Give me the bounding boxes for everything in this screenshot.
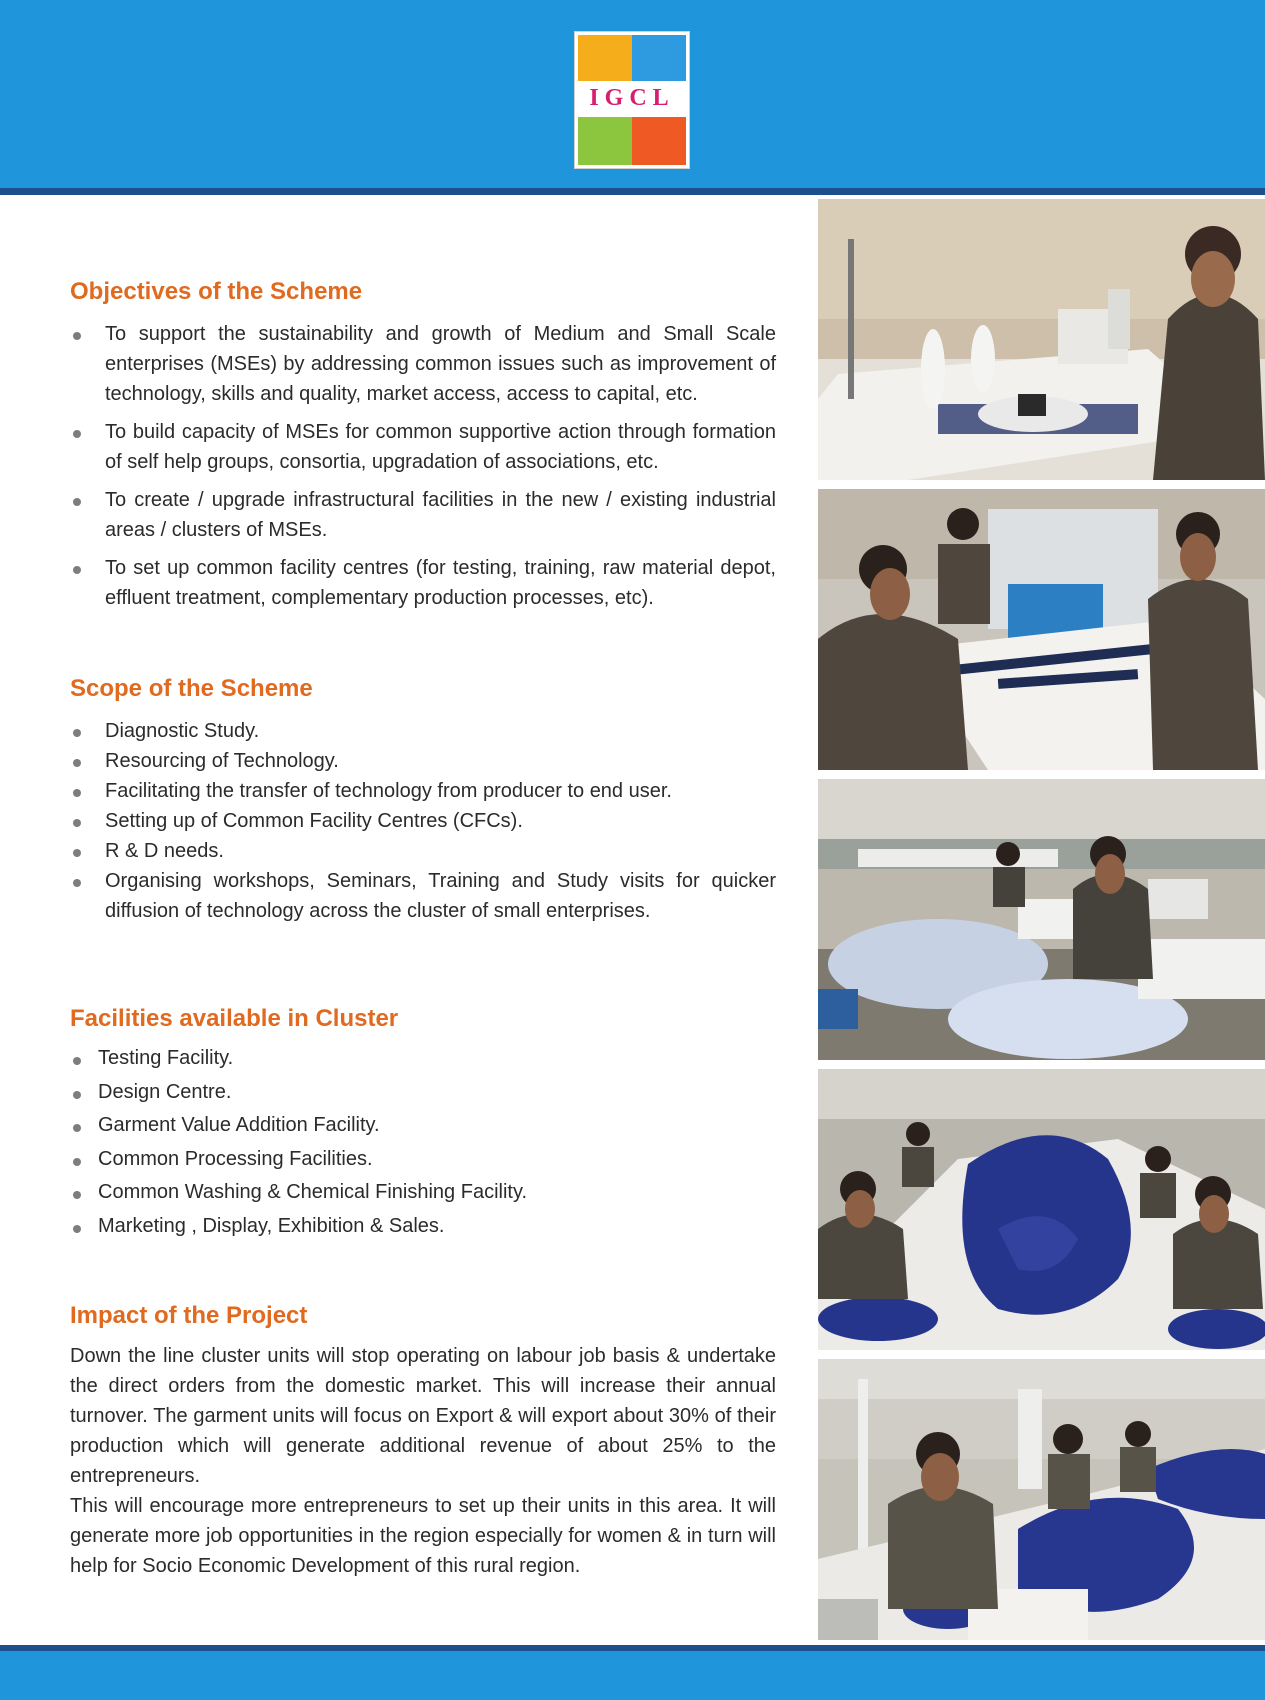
logo-blue-block [632,35,686,81]
list-item: Common Washing & Chemical Finishing Facility. [70,1176,776,1210]
bullet-icon [73,789,81,797]
impact-paragraph-1: Down the line cluster units will stop operating on labour job basis & undertake the direct orders from the domestic market. This will increase their annual turnover. The garment units will focus on Export & will export about 30% of their production which will generate additional revenue of about 25% to the entrepreneurs. [70,1345,776,1487]
bullet-icon [73,498,81,506]
list-item: To create / upgrade infrastructural facilities in the new / existing industrial areas / clusters of MSEs. [70,485,776,545]
facilities-list [70,1042,776,1243]
bullet-icon [73,819,81,827]
list-item: R & D needs. [70,836,776,866]
bullet-icon [73,729,81,737]
list-item: To support the sustainability and growth of Medium and Small Scale enterprises (MSEs) by addressing common issues such as improvement of technology, skills and quality, market access, access to capital, etc. [70,319,776,409]
photo-fabric-pressing [818,489,1265,770]
list-item: To build capacity of MSEs for common supportive action through formation of self help groups, consortia, upgradation of associations, etc. [70,417,776,477]
list-item: Resourcing of Technology. [70,746,776,776]
bullet-icon [73,1057,81,1065]
objectives-heading: Objectives of the Scheme [70,278,363,305]
footer-banner [0,1651,1265,1700]
bullet-icon [73,1158,81,1166]
bullet-icon [73,430,81,438]
bullet-icon [73,1225,81,1233]
list-item: Marketing , Display, Exhibition & Sales. [70,1210,776,1244]
bullet-icon [73,566,81,574]
photo-sewing-machine-operator [818,199,1265,480]
scope-heading: Scope of the Scheme [70,675,313,702]
photo-ironing-line [818,1359,1265,1640]
bullet-icon [73,1191,81,1199]
igcl-logo [575,32,689,168]
list-item: To set up common facility centres (for testing, training, raw material depot, effluent treatment, complementary production processes, etc). [70,553,776,613]
scope-list [70,716,776,926]
objectives-list [70,319,776,621]
bullet-icon [73,332,81,340]
bullet-icon [73,759,81,767]
bullet-icon [73,849,81,857]
list-item: Diagnostic Study. [70,716,776,746]
impact-heading: Impact of the Project [70,1302,308,1329]
facilities-heading: Facilities available in Cluster [70,1005,399,1032]
list-item: Garment Value Addition Facility. [70,1109,776,1143]
list-item: Design Centre. [70,1076,776,1110]
bullet-icon [73,1124,81,1132]
bullet-icon [73,879,81,887]
list-item: Setting up of Common Facility Centres (CFCs). [70,806,776,836]
logo-green-block [578,117,632,165]
bullet-icon [73,1091,81,1099]
list-item: Common Processing Facilities. [70,1143,776,1177]
logo-text: IGCL [589,85,675,111]
logo-yellow-block [578,35,632,81]
impact-paragraph-2: This will encourage more entrepreneurs to set up their units in this area. It will generate more job opportunities in the region especially for women & in turn will help for Socio Economic Development of this rural region. [70,1495,776,1577]
photo-sewing-floor [818,779,1265,1060]
logo-orange-block [632,117,686,165]
list-item: Organising workshops, Seminars, Training and Study visits for quicker diffusion of technology across the cluster of small enterprises. [70,866,776,926]
header-divider [0,188,1265,195]
list-item: Facilitating the transfer of technology from producer to end user. [70,776,776,806]
photo-garment-folding [818,1069,1265,1350]
list-item: Testing Facility. [70,1042,776,1076]
